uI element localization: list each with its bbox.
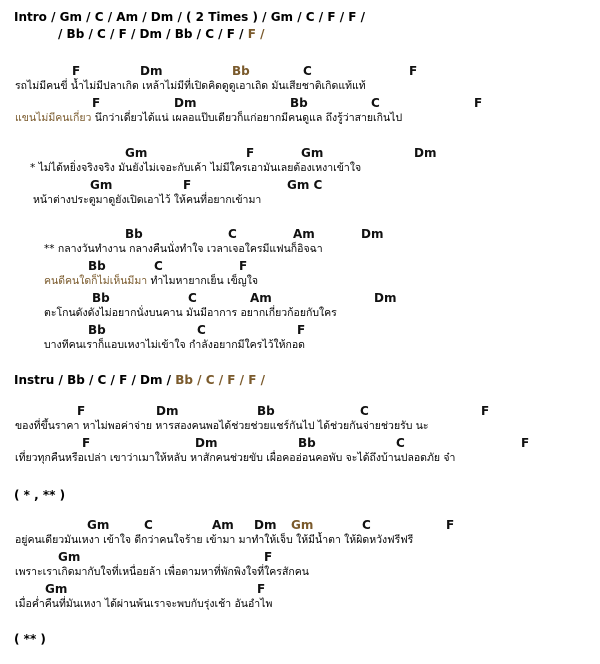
chord: Gm xyxy=(58,550,81,564)
chord: F xyxy=(239,259,248,273)
bridge-lyric-3: เมื่อค่ำคืนที่มันเหงา ได้ผ่านพ้นเราจะพบกับรุ่งเช้า อันอำไพ xyxy=(15,598,273,610)
chord: F xyxy=(77,404,86,418)
intro-line-2-tail: F / xyxy=(247,27,265,41)
chord: Gm xyxy=(45,582,68,596)
chord: Bb xyxy=(298,436,316,450)
intro-line-2 xyxy=(58,27,264,41)
chord: Bb xyxy=(232,64,250,78)
chord: Gm xyxy=(87,518,110,532)
instru-line xyxy=(14,373,265,387)
intro-line-2-main: / Bb / C / F / Dm / Bb / C / F / xyxy=(58,27,244,41)
chord: F xyxy=(92,96,101,110)
bridge-lyric-1: อยู่คนเดียวมันเหงา เข้าใจ ดีกว่าคนใจร้าย เข้ามา มาทำให้เจ็บ ให้มีน้ำตา ให้ผิดหวังฟรีฟรี xyxy=(15,534,414,546)
chord: F xyxy=(183,178,192,192)
chord: Gm xyxy=(90,178,113,192)
chord: C xyxy=(228,227,237,241)
chord: C xyxy=(362,518,371,532)
chord: Bb xyxy=(125,227,143,241)
repeat-marker-2: ( ** ) xyxy=(14,632,46,646)
chorus-lyric-4: บางทีคนเราก็แอบเหงาไม่เข้าใจ กำลังอยากมีใครไว้ให้กอด xyxy=(44,339,305,351)
pre-lyric-2: หน้าต่างประตูมาดูยังเปิดเอาไว้ ให้คนที่อยากเข้ามา xyxy=(33,194,262,206)
instru-main: Instru / Bb / C / F / Dm / xyxy=(14,373,172,387)
chord: Dm xyxy=(140,64,163,78)
chord: C xyxy=(360,404,369,418)
chord: Dm xyxy=(195,436,218,450)
chord: F xyxy=(521,436,530,450)
chord: Gm xyxy=(125,146,148,160)
lyric-segment: นึกว่าเดี่ยวได้แน่ เผลอแป๊บเดียวก็แก่อยากมีคนดูแล ถึงรู้ว่าสายเกินไป xyxy=(91,112,403,124)
chord: F xyxy=(474,96,483,110)
chord: Am xyxy=(293,227,315,241)
chord: Gm xyxy=(301,146,324,160)
chord: C xyxy=(371,96,380,110)
chord: C xyxy=(396,436,405,450)
chord: Gm xyxy=(291,518,314,532)
chord: F xyxy=(246,146,255,160)
chorus-lyric-1: ** กลางวันทำงาน กลางคืนนั่งทำใจ เวลาเจอใครมีแฟนก็อิจฉา xyxy=(44,243,323,255)
intro-line-1: Intro / Gm / C / Am / Dm / ( 2 Times ) / Gm / C / F / F / xyxy=(14,10,366,24)
chord: F xyxy=(481,404,490,418)
pre-lyric-1: * ไม่ได้หยิ่งจริงจริง มันยังไม่เจอะกับเค้า ไม่มีใครเอามันเลยต้องเหงาเข้าใจ xyxy=(30,162,362,174)
chord: Gm C xyxy=(287,178,323,192)
chord: Dm xyxy=(156,404,179,418)
chord: Bb xyxy=(88,323,106,337)
verse2-lyric-2: เที่ยวทุกคืนหรือเปล่า เขาว่าเมาให้หลับ หาสักคนช่วยขับ เผื่อคออ่อนคอพับ จะได้ถึงบ้านปลอดภัย จ๋า xyxy=(15,452,456,464)
verse1-lyric-2 xyxy=(15,111,402,125)
chord: Bb xyxy=(290,96,308,110)
chord: Dm xyxy=(361,227,384,241)
chord: C xyxy=(144,518,153,532)
verse2-lyric-1: ของที่ขึ้นราคา หาไม่พอค่าจ่าย หารสองคนพอได้ช่วยช่วยแชร์กันไป ได้ช่วยกันจ่ายช่วยรับ นะ xyxy=(15,420,429,432)
chord: Am xyxy=(250,291,272,305)
lyric-segment: ทำไมหายากเย็น เข็ญใจ xyxy=(147,275,258,287)
chord: Dm xyxy=(414,146,437,160)
chord: Dm xyxy=(374,291,397,305)
lyric-segment: แขนไม่มีคนเกี่ยว xyxy=(15,112,92,124)
chord: Dm xyxy=(254,518,277,532)
chord: F xyxy=(446,518,455,532)
chorus-lyric-2 xyxy=(44,274,258,288)
lyric-segment: คนดีคนใดก็ไม่เห็นมีมา xyxy=(44,275,148,287)
chord: F xyxy=(82,436,91,450)
chord: Bb xyxy=(92,291,110,305)
chord: C xyxy=(188,291,197,305)
chord: C xyxy=(303,64,312,78)
verse1-lyric-1: รถไม่มีคนขี่ น้ำไม่มีปลาเกิด เหล้าไม่มีที่เปิดคิดดูดูเอาเถิด มันเสียชาติเกิดแท้แท้ xyxy=(15,80,366,92)
chord: Dm xyxy=(174,96,197,110)
chord: Bb xyxy=(88,259,106,273)
repeat-marker-1: ( * , ** ) xyxy=(14,488,66,502)
instru-tail: Bb / C / F / F / xyxy=(171,373,265,387)
chord: F xyxy=(72,64,81,78)
chord: F xyxy=(409,64,418,78)
chord: Bb xyxy=(257,404,275,418)
chord: C xyxy=(197,323,206,337)
chord: F xyxy=(257,582,266,596)
chord: Am xyxy=(212,518,234,532)
chorus-lyric-3: ตะโกนดังดังไม่อยากนั่งบนคาน มันมีอาการ อยากเกี่ยวก้อยกับใคร xyxy=(44,307,337,319)
chord: F xyxy=(297,323,306,337)
chord: F xyxy=(264,550,273,564)
chord: C xyxy=(154,259,163,273)
bridge-lyric-2: เพราะเราเกิดมากับใจที่เหนื่อยล้า เพื่อตามหาที่พักพิงใจที่ใครสักคน xyxy=(15,566,309,578)
